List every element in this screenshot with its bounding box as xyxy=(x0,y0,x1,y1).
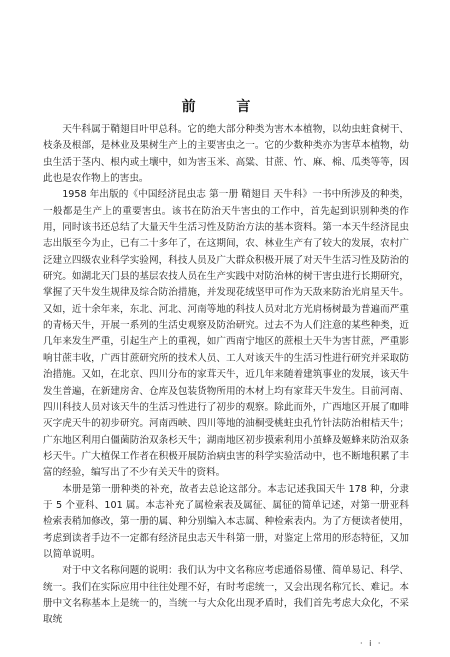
page-title: 前 言 xyxy=(181,99,269,115)
paragraph-1: 天牛科属于鞘翅目叶甲总科。它的绝大部分种类为害木本植物，以幼虫蛀食树干、枝条及根部，是林业及果树生产上的主要害虫之一。它的少数种类亦为害草本植物，幼虫生活于茎内、根内或土壤中，如为害玉米、高粱、甘蔗、竹、麻、棉、瓜类等等，因此也是农作物上的害虫。 xyxy=(43,124,409,185)
body-text xyxy=(43,122,409,629)
page-number: · i · xyxy=(360,639,383,648)
paragraph-2: 1958 年出版的《中国经济昆虫志 第一册 鞘翅目 天牛科》一书中所涉及的种类，一般都是生产上的重要害虫。该书在防治天牛害虫的工作中，首先起到识别种类的作用，同时该书还总结了大量天牛生活习性及防治方法的基本资料。第一本天牛经济昆虫志出版至今为止，已有二十多年了，在这期间，农、林业生产有了较大的发展，农村广泛建立四级农业科学实验网，科技人员及广大群众积极开展了对天牛生活习性及防治的研究。如湖北天门县的基层农技人员在生产实践中对防治林的树干害虫进行长期研究，掌握了天牛发生规律及综合防治措施，并发现花绒坚甲可作为天敌来防治光肩星天牛。又如，近十余年来，东北、河北、河南等地的科技人员对北方光肩杨树最为普遍而严重的青杨天牛，开展一系列的生活史观察及防治研究。过去不为人们注意的某些种类，近几年来发生严重，引起生产上的重视，如广西南宁地区的蔗根土天牛为害甘蔗，严重影响甘蔗丰收，广西甘蔗研究所的技术人员、工人对该天牛的生活习性进行研究并采取防治措施。又如，在北京、四川分布的家茸天牛，近几年来随着建筑事业的发展，该天牛发生普遍，在新建房舍、仓库及包装货物所用的木材上均有家茸天牛发生。目前河南、四川科技人员对该天牛的生活习性进行了初步的观察。除此而外，广西地区开展了咖啡灭字虎天牛的初步研究。河南西峡、四川等地的油桐受桃蛀虫孔竹针法防治柑桔天牛；广东地区利用白僵菌防治双条杉天牛；湖南地区初步摸索利用小茧蜂及姬蜂来防治双条杉天牛。广大植保工作者在积极开展防治病虫害的科学实验活动中，也不断地积累了丰富的经验，编写出了不少有关天牛的资料。 xyxy=(43,189,409,479)
paragraph-4: 对于中文名称问题的说明：我们认为中文名称应考虑通俗易懂、简单易记、科学、统一。我们在实际应用中往往处理不好，有时考虑统一，又会出现名称冗长、难记。本册中文名称基本上是统一的，当统一与大众化出现矛盾时，我们首先考虑大众化，不采取统 xyxy=(43,565,409,626)
paragraph-3: 本册是第一册种类的补充，故者去总论这部分。本志记述我国天牛 178 种，分隶于 5 个亚科、101 属。本志补充了属检索表及属征、属征的简单记述，对第一册亚科检索表稍加修改，第一册的属、种分别编入本志属、种检索表内。为了方便读者使用，考虑到读者手边不一定都有经济昆虫志天牛科第一册，对鉴定上常用的形态特征，又加以简单说明。 xyxy=(43,483,409,560)
